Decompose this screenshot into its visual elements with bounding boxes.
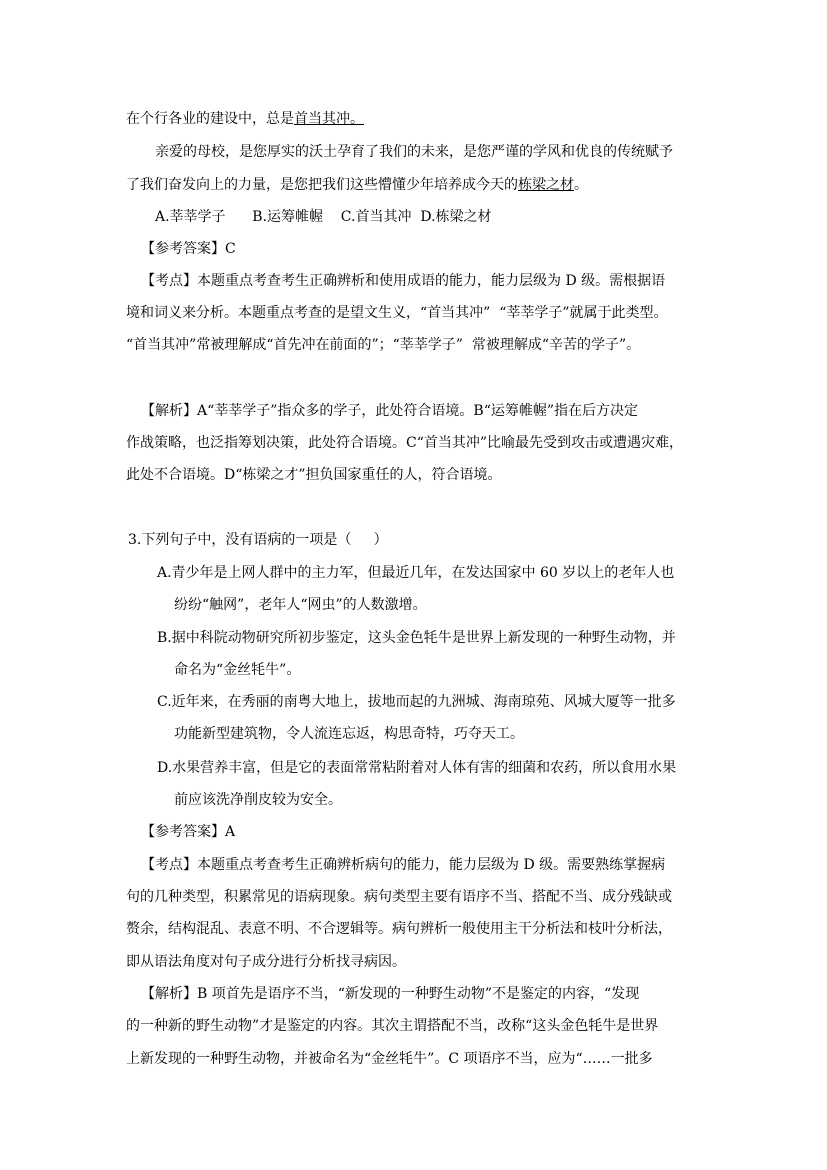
q3-option-d-line-2: 前应该洗净削皮较为安全。: [174, 792, 342, 808]
q3-title: 3.下列句子中，没有语病的一项是（ ）: [128, 532, 388, 548]
q3-option-a-line-1: A.青少年是上网人群中的主力军，但最近几年，在发达国家中 60 岁以上的老年人也: [157, 565, 675, 581]
q2-kaodian-line-1: 【考点】本题重点考查考生正确辨析和使用成语的能力，能力层级为 D 级。需根据语: [141, 273, 666, 289]
q3-option-d-line-1: D.水果营养丰富，但是它的表面常常粘附着对人体有害的细菌和农药，所以食用水果: [157, 760, 677, 776]
underlined-idiom: 首当其冲。: [294, 111, 364, 127]
q2-text-line-1-start: 在个行各业的建设中，总是: [126, 111, 294, 127]
q3-kaodian-line-3: 赘余，结构混乱、表意不明、不合逻辑等。病句辨析一般使用主干分析法和枝叶分析法，: [126, 921, 672, 937]
q2-jiexi-line-2: 作战策略，也泛指筹划决策，此处符合语境。C“首当其冲”比喻最先受到攻击或遭遇灾难，: [126, 435, 684, 451]
q3-kaodian-line-1: 【考点】本题重点考查考生正确辨析病句的能力，能力层级为 D 级。需要熟练掌握病: [141, 857, 666, 873]
q3-option-a-line-2: 纷纷“触网”，老年人“网虫”的人数激增。: [174, 597, 427, 613]
underlined-idiom: 栋梁之材: [518, 177, 574, 193]
q2-text-line-2: 亲爱的母校，是您厚实的沃土孕育了我们的未来，是您严谨的学风和优良的传统赋予: [155, 144, 673, 160]
q3-option-c-line-1: C.近年来，在秀丽的南粤大地上，拔地而起的九洲城、海南琼苑、风城大厦等一批多: [157, 694, 676, 710]
q2-kaodian-line-2: 境和词义来分析。本题重点考查的是望文生义，“首当其冲” “莘莘学子”就属于此类型。: [126, 305, 668, 321]
q3-option-c-line-2: 功能新型建筑物，令人流连忘返，构思奇特，巧夺天工。: [174, 726, 524, 742]
q3-answer: 【参考答案】A: [141, 824, 236, 840]
q2-jiexi-line-3: 此处不合语境。D“栋梁之才”担负国家重任的人，符合语境。: [126, 467, 502, 483]
q2-text-line-3-start: 了我们奋发向上的力量，是您把我们这些懵懂少年培养成今天的: [126, 177, 518, 193]
q3-option-b-line-1: B.据中科院动物研究所初步鉴定，这头金色牦牛是世界上新发现的一种野生动物，并: [157, 630, 676, 646]
q3-kaodian-line-2: 句的几种类型，积累常见的语病现象。病句类型主要有语序不当、搭配不当、成分残缺或: [126, 889, 672, 905]
q3-kaodian-line-4: 即从语法角度对句子成分进行分析找寻病因。: [126, 954, 406, 970]
q2-text-line-3: [126, 176, 588, 194]
q2-options: A.莘莘学子 B.运筹帷幄 C.首当其冲 D.栋梁之材: [155, 209, 492, 225]
q2-answer: 【参考答案】C: [141, 241, 236, 257]
q2-text-line-1: [126, 110, 364, 128]
q3-option-b-line-2: 命名为“金丝牦牛”。: [174, 662, 301, 678]
q2-kaodian-line-3: “首当其冲”常被理解成“首先冲在前面的”；“莘莘学子” 常被理解成“辛苦的学子”。: [126, 337, 641, 353]
q3-jiexi-line-3: 上新发现的一种野生动物，并被命名为“金丝牦牛”。C 项语序不当，应为“……一批多: [126, 1051, 653, 1067]
q3-jiexi-line-2: 的一种新的野生动物”才是鉴定的内容。其次主谓搭配不当，改称“这头金色牦牛是世界: [126, 1018, 659, 1034]
q2-text-line-3-end: 。: [574, 177, 588, 193]
q2-jiexi-line-1: 【解析】A“莘莘学子”指众多的学子，此处符合语境。B“运筹帷幄”指在后方决定: [141, 403, 639, 419]
q3-jiexi-line-1: 【解析】B 项首先是语序不当，“新发现的一种野生动物”不是鉴定的内容，“发现: [141, 986, 640, 1002]
